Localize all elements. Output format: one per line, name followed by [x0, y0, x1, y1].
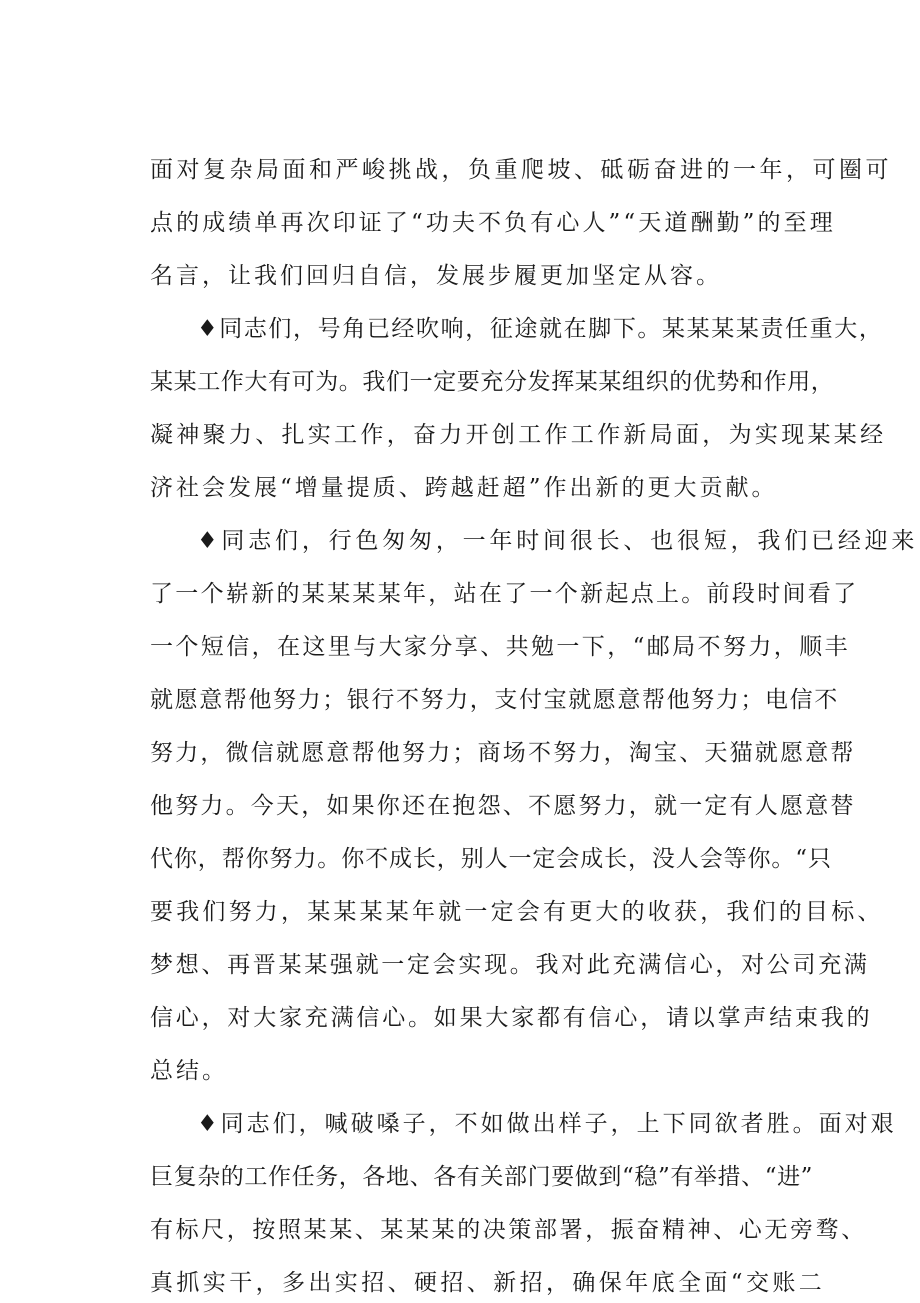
text-line: 一个短信，在这里与大家分享、共勉一下，“邮局不努力，顺丰 [150, 634, 850, 660]
text-line: 总结。 [150, 1058, 228, 1084]
text-line: 就愿意帮他努力；银行不努力，支付宝就愿意帮他努力；电信不 [150, 687, 839, 713]
text-line: ♦同志们，喊破嗓子，不如做出样子，上下同欲者胜。面对艰 [197, 1111, 897, 1137]
text-line: 面对复杂局面和严峻挑战，负重爬坡、砥砺奋进的一年，可圈可 [150, 157, 892, 183]
text-line: 凝神聚力、扎实工作，奋力开创工作工作新局面，为实现某某经 [150, 422, 887, 448]
text-line: 某某工作大有可为。我们一定要充分发挥某某组织的优势和作用， [150, 369, 835, 395]
text-line: 代你，帮你努力。你不成长，别人一定会成长，没人会等你。“只 [150, 846, 832, 872]
text-line: 梦想、再晋某某强就一定会实现。我对此充满信心，对公司充满 [150, 952, 870, 978]
text-line: 信心，对大家充满信心。如果大家都有信心，请以掌声结束我的 [150, 1005, 873, 1031]
text-line: 努力，微信就愿意帮他努力；商场不努力，淘宝、天猫就愿意帮 [150, 740, 856, 766]
text-line: 点的成绩单再次印证了“功夫不负有心人”“天道酬勤”的至理 [150, 210, 836, 236]
text-line: 有标尺，按照某某、某某某的决策部署，振奋精神、心无旁骛、 [150, 1217, 867, 1243]
text-line: 名言，让我们回归自信，发展步履更加坚定从容。 [150, 263, 722, 289]
text-line: ♦同志们，行色匆匆，一年时间很长、也很短，我们已经迎来 [197, 528, 919, 554]
text-line: 了一个崭新的某某某某年，站在了一个新起点上。前段时间看了 [150, 581, 859, 607]
text-line: 真抓实干，多出实招、硬招、新招，确保年底全面“交账二 [150, 1270, 826, 1296]
text-line: 他努力。今天，如果你还在抱怨、不愿努力，就一定有人愿意替 [150, 793, 856, 819]
text-line: ♦同志们，号角已经吹响，征途就在脚下。某某某某责任重大， [197, 316, 884, 342]
text-line: 要我们努力，某某某某年就一定会有更大的收获，我们的目标、 [150, 899, 884, 925]
text-line: 济社会发展“增量提质、跨越赶超”作出新的更大贡献。 [150, 475, 778, 501]
text-line: 巨复杂的工作任务，各地、各有关部门要做到“稳”有举措、“进” [150, 1164, 814, 1190]
